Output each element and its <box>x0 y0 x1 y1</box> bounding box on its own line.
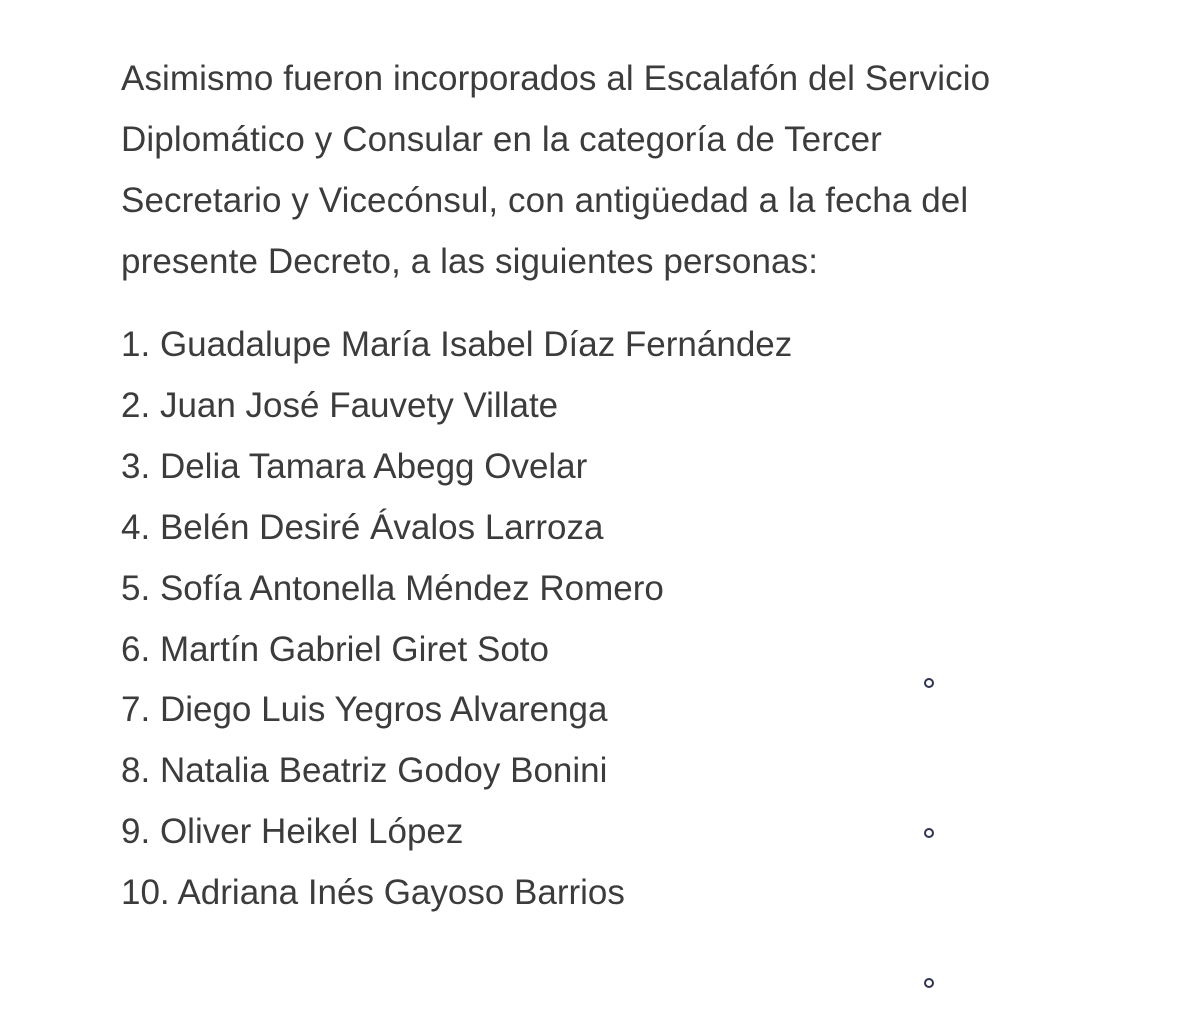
intro-line: Secretario y Vicecónsul, con antigüedad a la fecha del <box>121 181 969 220</box>
list-number: 9. <box>121 812 151 852</box>
list-number: 1. <box>121 325 151 364</box>
person-name: Sofía Antonella Méndez Romero <box>159 568 664 608</box>
person-name: Guadalupe María Isabel Díaz Fernández <box>159 325 793 364</box>
list-item <box>121 376 1081 437</box>
person-name: Belén Desiré Ávalos Larroza <box>159 507 604 547</box>
list-number: 8. <box>121 751 151 791</box>
intro-line: presente Decreto, a las siguientes personas: <box>121 242 819 281</box>
intro-line: Asimismo fueron incorporados al Escalafón del Servicio <box>121 59 991 98</box>
person-name: Oliver Heikel López <box>159 812 464 852</box>
list-item <box>121 437 1081 498</box>
intro-paragraph <box>121 48 1081 292</box>
person-name: Natalia Beatriz Godoy Bonini <box>159 751 608 791</box>
person-name: Martín Gabriel Giret Soto <box>159 629 549 669</box>
list-number: 2. <box>121 385 151 425</box>
list-number: 4. <box>121 507 151 547</box>
list-item <box>121 315 1081 376</box>
list-number: 6. <box>121 629 151 669</box>
document-body <box>121 48 1081 924</box>
list-item <box>121 559 1081 620</box>
intro-line: Diplomático y Consular en la categoría de Tercer <box>121 120 882 159</box>
list-item <box>121 863 1081 924</box>
list-item <box>121 498 1081 559</box>
list-number: 7. <box>121 690 151 730</box>
list-item <box>121 620 1081 681</box>
person-name: Adriana Inés Gayoso Barrios <box>177 873 625 913</box>
person-name: Juan José Fauvety Villate <box>159 385 559 425</box>
list-item <box>121 680 1081 741</box>
person-name: Delia Tamara Abegg Ovelar <box>159 446 588 486</box>
circle-marker-icon <box>924 978 934 988</box>
circle-marker-icon <box>924 678 934 688</box>
list-item <box>121 741 1081 802</box>
list-number: 5. <box>121 568 151 608</box>
list-number: 3. <box>121 446 151 486</box>
circle-marker-icon <box>924 828 934 838</box>
list-item <box>121 802 1081 863</box>
people-list <box>121 315 1081 924</box>
person-name: Diego Luis Yegros Alvarenga <box>159 690 608 730</box>
list-number: 10. <box>121 873 170 913</box>
